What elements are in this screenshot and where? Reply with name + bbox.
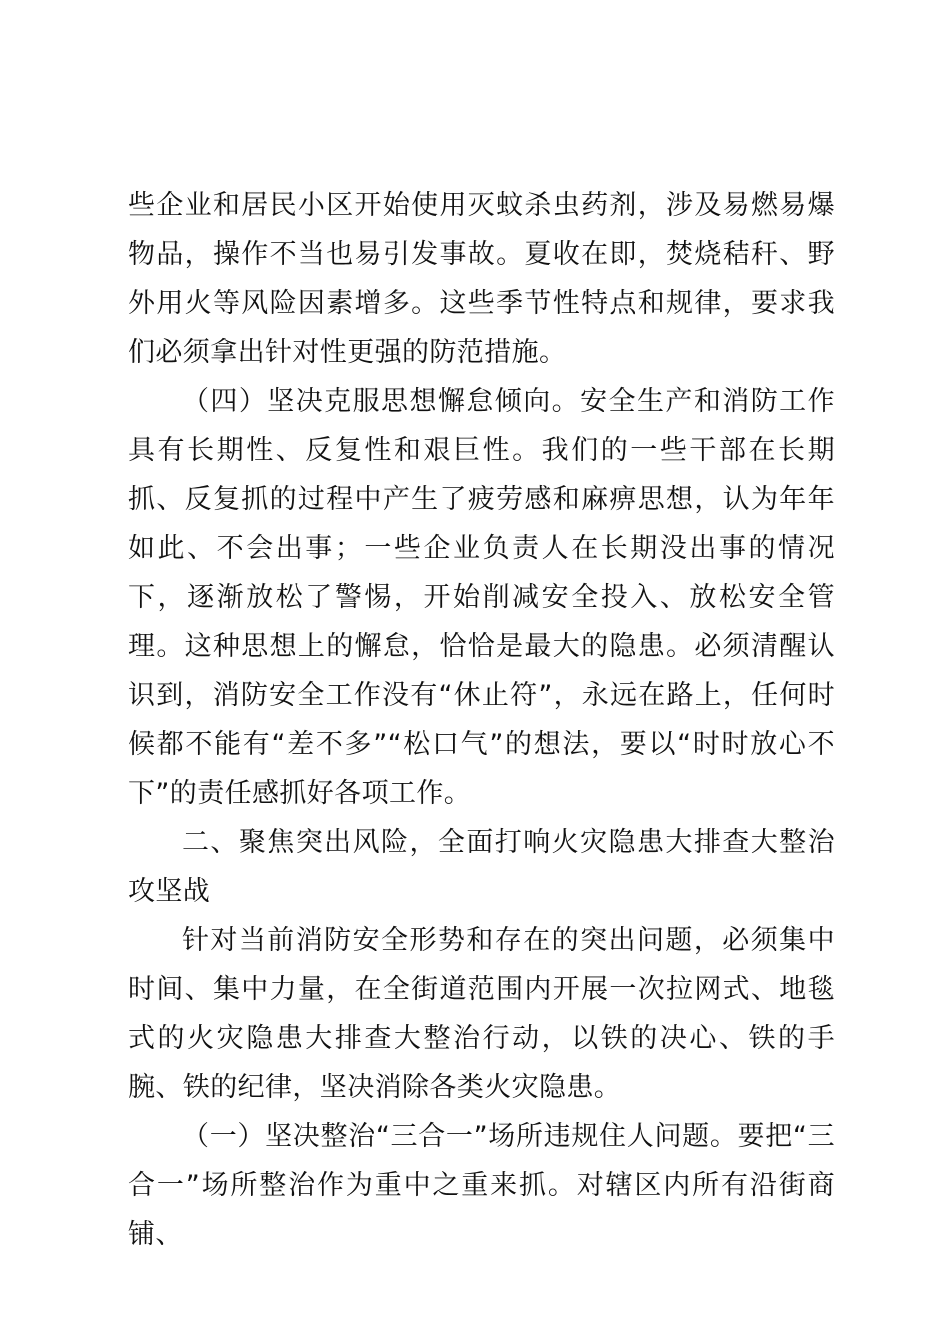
paragraph-section-four: （四）坚决克服思想懈怠倾向。安全生产和消防工作具有长期性、反复性和艰巨性。我们的一些干部在长期抓、反复抓的过程中产生了疲劳感和麻痹思想，认为年年如此、不会出事；一些企业负责人在长期没出事的情况下，逐渐放松了警惕，开始削减安全投入、放松安全管理。这种思想上的懈怠，恰恰是最大的隐患。必须清醒认识到，消防安全工作没有“休止符”，永远在路上，任何时候都不能有“差不多”“松口气”的想法，要以“时时放心不下”的责任感抓好各项工作。 [128, 386, 835, 809]
document-body [128, 181, 835, 1259]
paragraph-continued: 些企业和居民小区开始使用灭蚊杀虫药剂，涉及易燃易爆物品，操作不当也易引发事故。夏收在即，焚烧秸秆、野外用火等风险因素增多。这些季节性特点和规律，要求我们必须拿出针对性更强的防范措施。 [128, 190, 835, 368]
section-heading-two: 二、聚焦突出风险，全面打响火灾隐患大排查大整治攻坚战 [128, 827, 835, 907]
paragraph-section-two-intro: 针对当前消防安全形势和存在的突出问题，必须集中时间、集中力量，在全街道范围内开展一次拉网式、地毯式的火灾隐患大排查大整治行动，以铁的决心、铁的手腕、铁的纪律，坚决消除各类火灾隐患。 [128, 925, 835, 1103]
paragraph-subsection-one: （一）坚决整治“三合一”场所违规住人问题。要把“三合一”场所整治作为重中之重来抓。对辖区内所有沿街商铺、 [128, 1121, 835, 1250]
